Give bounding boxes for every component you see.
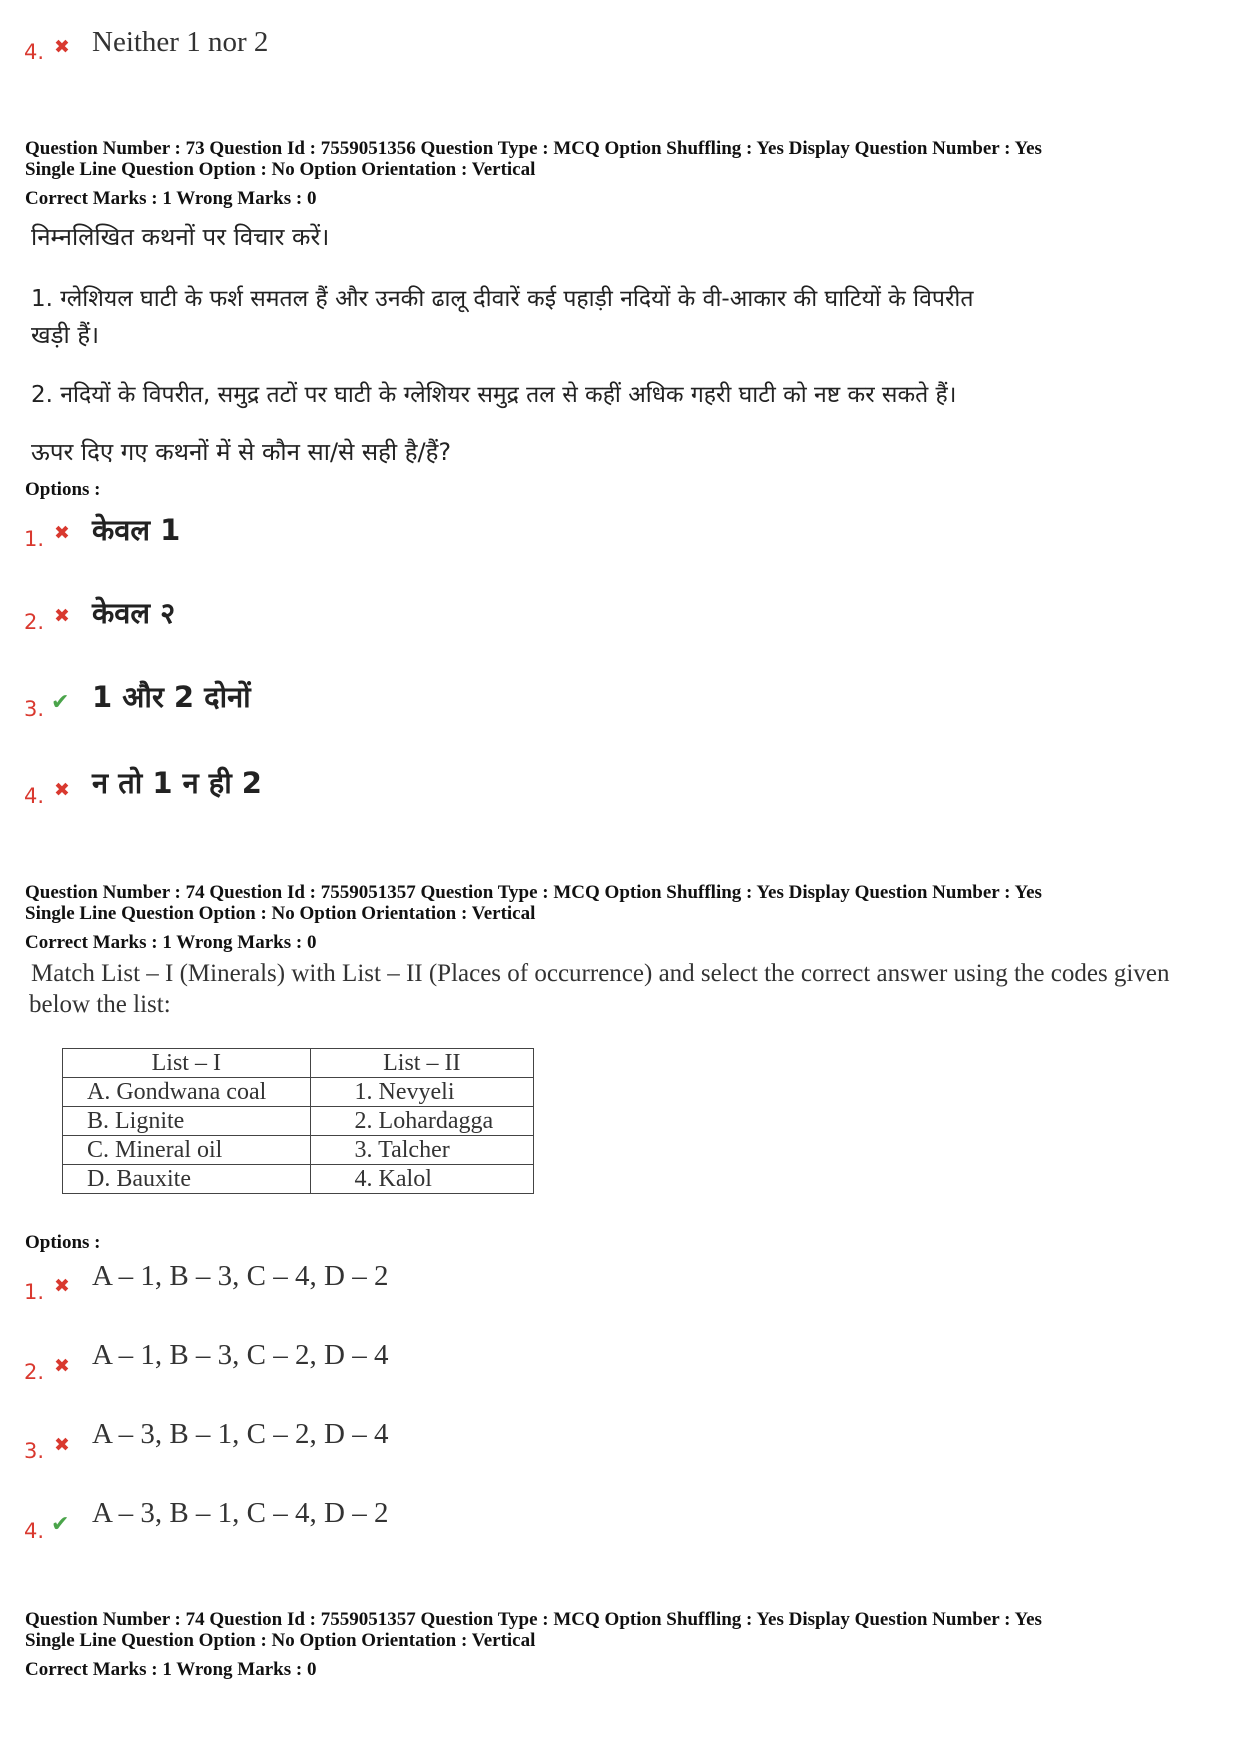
- check-icon: ✔: [51, 1512, 70, 1537]
- question-meta-line2: Single Line Question Option : No Option Orientation : Vertical: [25, 159, 536, 180]
- table-cell: B. Lignite: [63, 1107, 311, 1136]
- option-text: A – 1, B – 3, C – 2, D – 4: [92, 1339, 389, 1371]
- table-cell: C. Mineral oil: [63, 1136, 311, 1165]
- table-header-row: [63, 1049, 534, 1078]
- table-cell: A. Gondwana coal: [63, 1078, 311, 1107]
- option-number: 2.: [24, 1360, 45, 1384]
- option-number: 4.: [24, 1519, 45, 1543]
- table-cell: 4. Kalol: [310, 1165, 533, 1194]
- option-number: 4.: [24, 40, 45, 64]
- question-marks: Correct Marks : 1 Wrong Marks : 0: [25, 932, 317, 953]
- question-meta-line1: Question Number : 74 Question Id : 7559051357 Question Type : MCQ Option Shuffling : Yes Display Question Number : Yes: [25, 1609, 1042, 1630]
- option-text: 1 और 2 दोनों: [92, 680, 251, 714]
- cross-icon: ✖: [54, 779, 70, 801]
- options-label: Options :: [25, 1232, 101, 1253]
- question-marks: Correct Marks : 1 Wrong Marks : 0: [25, 188, 317, 209]
- question-intro: निम्नलिखित कथनों पर विचार करें।: [31, 223, 330, 251]
- question-ask: ऊपर दिए गए कथनों में से कौन सा/से सही है/हैं?: [31, 438, 452, 466]
- statement-2: 2. नदियों के विपरीत, समुद्र तटों पर घाटी के ग्लेशियर समुद्र तल से कहीं अधिक गहरी घाटी को नष्ट कर सकते हैं।: [31, 382, 957, 408]
- option-number: 3.: [24, 1439, 45, 1463]
- table-cell: 2. Lohardagga: [310, 1107, 533, 1136]
- question-meta-line2: Single Line Question Option : No Option Orientation : Vertical: [25, 903, 536, 924]
- question-meta-line1: Question Number : 74 Question Id : 7559051357 Question Type : MCQ Option Shuffling : Yes Display Question Number : Yes: [25, 882, 1042, 903]
- check-icon: ✔: [51, 690, 70, 715]
- table-row: [63, 1136, 534, 1165]
- match-table: [62, 1048, 534, 1194]
- question-meta-line2: Single Line Question Option : No Option Orientation : Vertical: [25, 1630, 536, 1651]
- table-row: [63, 1078, 534, 1107]
- table-row: [63, 1107, 534, 1136]
- option-number: 1.: [24, 1280, 45, 1304]
- question-text-cont: below the list:: [29, 991, 171, 1018]
- cross-icon: ✖: [54, 522, 70, 544]
- question-text: Match List – I (Minerals) with List – II (Places of occurrence) and select the correct answer using the codes given: [31, 960, 1170, 987]
- option-text: न तो 1 न ही 2: [92, 766, 262, 800]
- option-number: 4.: [24, 784, 45, 808]
- cross-icon: ✖: [54, 1275, 70, 1297]
- option-text: A – 3, B – 1, C – 2, D – 4: [92, 1418, 389, 1450]
- table-row: [63, 1165, 534, 1194]
- question-marks: Correct Marks : 1 Wrong Marks : 0: [25, 1659, 317, 1680]
- table-cell: 1. Nevyeli: [310, 1078, 533, 1107]
- option-number: 3.: [24, 697, 45, 721]
- table-cell: D. Bauxite: [63, 1165, 311, 1194]
- statement-1: 1. ग्लेशियल घाटी के फर्श समतल हैं और उनकी ढालू दीवारें कई पहाड़ी नदियों के वी-आकार की घाटियों के विपरीत: [31, 286, 974, 312]
- option-text: A – 1, B – 3, C – 4, D – 2: [92, 1260, 389, 1292]
- cross-icon: ✖: [54, 605, 70, 627]
- table-cell: 3. Talcher: [310, 1136, 533, 1165]
- cross-icon: ✖: [54, 1355, 70, 1377]
- option-text: केवल २: [92, 596, 176, 630]
- options-label: Options :: [25, 479, 101, 500]
- option-text: A – 3, B – 1, C – 4, D – 2: [92, 1497, 389, 1529]
- option-text: Neither 1 nor 2: [92, 26, 269, 58]
- cross-icon: ✖: [54, 1434, 70, 1456]
- column-header: List – I: [63, 1049, 311, 1078]
- option-number: 2.: [24, 610, 45, 634]
- statement-1-cont: खड़ी हैं।: [31, 321, 100, 349]
- option-number: 1.: [24, 527, 45, 551]
- column-header: List – II: [310, 1049, 533, 1078]
- cross-icon: ✖: [54, 36, 70, 58]
- question-meta-line1: Question Number : 73 Question Id : 7559051356 Question Type : MCQ Option Shuffling : Yes Display Question Number : Yes: [25, 138, 1042, 159]
- option-text: केवल 1: [92, 513, 181, 547]
